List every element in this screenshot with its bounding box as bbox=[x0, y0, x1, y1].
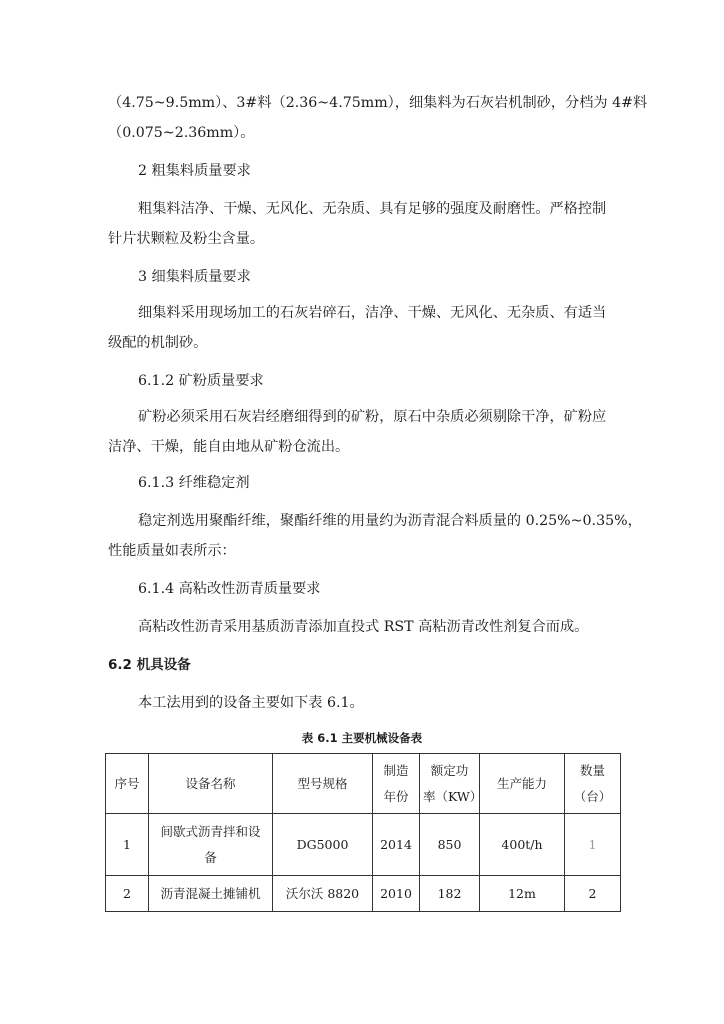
cell-name bbox=[149, 814, 273, 876]
header-year bbox=[373, 754, 420, 814]
paragraph-asphalt: 高粘改性沥青采用基质沥青添加直投式 RST 高粘沥青改性剂复合而成。 bbox=[138, 619, 589, 635]
cell-qty: 1 bbox=[565, 814, 621, 876]
paragraph-fine-line2: 级配的机制砂。 bbox=[108, 335, 208, 351]
header-year-line2: 年份 bbox=[383, 788, 409, 804]
paragraph-aggregate-grading-line1: （4.75~9.5mm）、3#料（2.36~4.75mm），细集料为石灰岩机制砂，分档为 4#料 bbox=[108, 95, 648, 111]
header-qty-line2: （台） bbox=[573, 788, 612, 804]
cell-power: 850 bbox=[420, 814, 480, 876]
paragraph-fine-line1: 细集料采用现场加工的石灰岩碎石，洁净、干燥、无风化、无杂质、有适当 bbox=[138, 305, 607, 321]
header-model: 型号规格 bbox=[273, 754, 373, 814]
cell-power: 182 bbox=[420, 876, 480, 912]
heading-6-2: 6.2 机具设备 bbox=[108, 657, 191, 673]
table-header-row bbox=[106, 754, 621, 814]
cell-year: 2010 bbox=[373, 876, 420, 912]
header-qty bbox=[565, 754, 621, 814]
header-power bbox=[420, 754, 483, 814]
table-caption: 表 6.1 主要机械设备表 bbox=[301, 731, 423, 745]
paragraph-aggregate-grading-line2: （0.075~2.36mm）。 bbox=[108, 125, 255, 141]
cell-model: DG5000 bbox=[273, 814, 373, 876]
heading-6-1-3: 6.1.3 纤维稳定剂 bbox=[138, 475, 250, 491]
cell-capacity: 12m bbox=[480, 876, 565, 912]
heading-coarse-aggregate: 2 粗集料质量要求 bbox=[138, 163, 251, 179]
paragraph-fiber-line1: 稳定剂选用聚酯纤维，聚酯纤维的用量约为沥青混合料质量的 0.25%~0.35%， bbox=[138, 513, 642, 529]
heading-6-1-4: 6.1.4 高粘改性沥青质量要求 bbox=[138, 581, 321, 597]
heading-fine-aggregate: 3 细集料质量要求 bbox=[138, 269, 251, 285]
cell-qty: 2 bbox=[565, 876, 621, 912]
paragraph-fiber-line2: 性能质量如表所示： bbox=[108, 543, 236, 559]
cell-no: 1 bbox=[106, 814, 149, 876]
cell-capacity: 400t/h bbox=[480, 814, 565, 876]
header-capacity: 生产能力 bbox=[480, 754, 565, 814]
cell-year: 2014 bbox=[373, 814, 420, 876]
header-power-line2: 率（KW） bbox=[423, 788, 483, 804]
header-year-line1: 制造 bbox=[383, 762, 409, 778]
cell-no: 2 bbox=[106, 876, 149, 912]
cell-name-line1: 间歇式沥青拌和设 bbox=[160, 823, 261, 839]
header-name: 设备名称 bbox=[149, 754, 273, 814]
cell-name: 沥青混凝土摊铺机 bbox=[149, 876, 273, 912]
paragraph-coarse-line2: 针片状颗粒及粉尘含量。 bbox=[108, 231, 265, 247]
cell-model: 沃尔沃 8820 bbox=[273, 876, 373, 912]
table-row bbox=[106, 876, 621, 912]
equipment-table bbox=[105, 753, 621, 912]
header-qty-line1: 数量 bbox=[579, 762, 605, 778]
heading-6-1-2: 6.1.2 矿粉质量要求 bbox=[138, 373, 264, 389]
paragraph-mineral-line1: 矿粉必须采用石灰岩经磨细得到的矿粉，原石中杂质必须剔除干净，矿粉应 bbox=[138, 409, 607, 425]
header-no: 序号 bbox=[106, 754, 149, 814]
header-power-line1: 额定功 bbox=[430, 762, 469, 778]
table-row bbox=[106, 814, 621, 876]
cell-name-line2: 备 bbox=[204, 849, 217, 865]
paragraph-equipment-intro: 本工法用到的设备主要如下表 6.1。 bbox=[138, 695, 364, 711]
paragraph-mineral-line2: 洁净、干燥，能自由地从矿粉仓流出。 bbox=[108, 439, 350, 455]
paragraph-coarse-line1: 粗集料洁净、干燥、无风化、无杂质、具有足够的强度及耐磨性。严格控制 bbox=[138, 201, 607, 217]
